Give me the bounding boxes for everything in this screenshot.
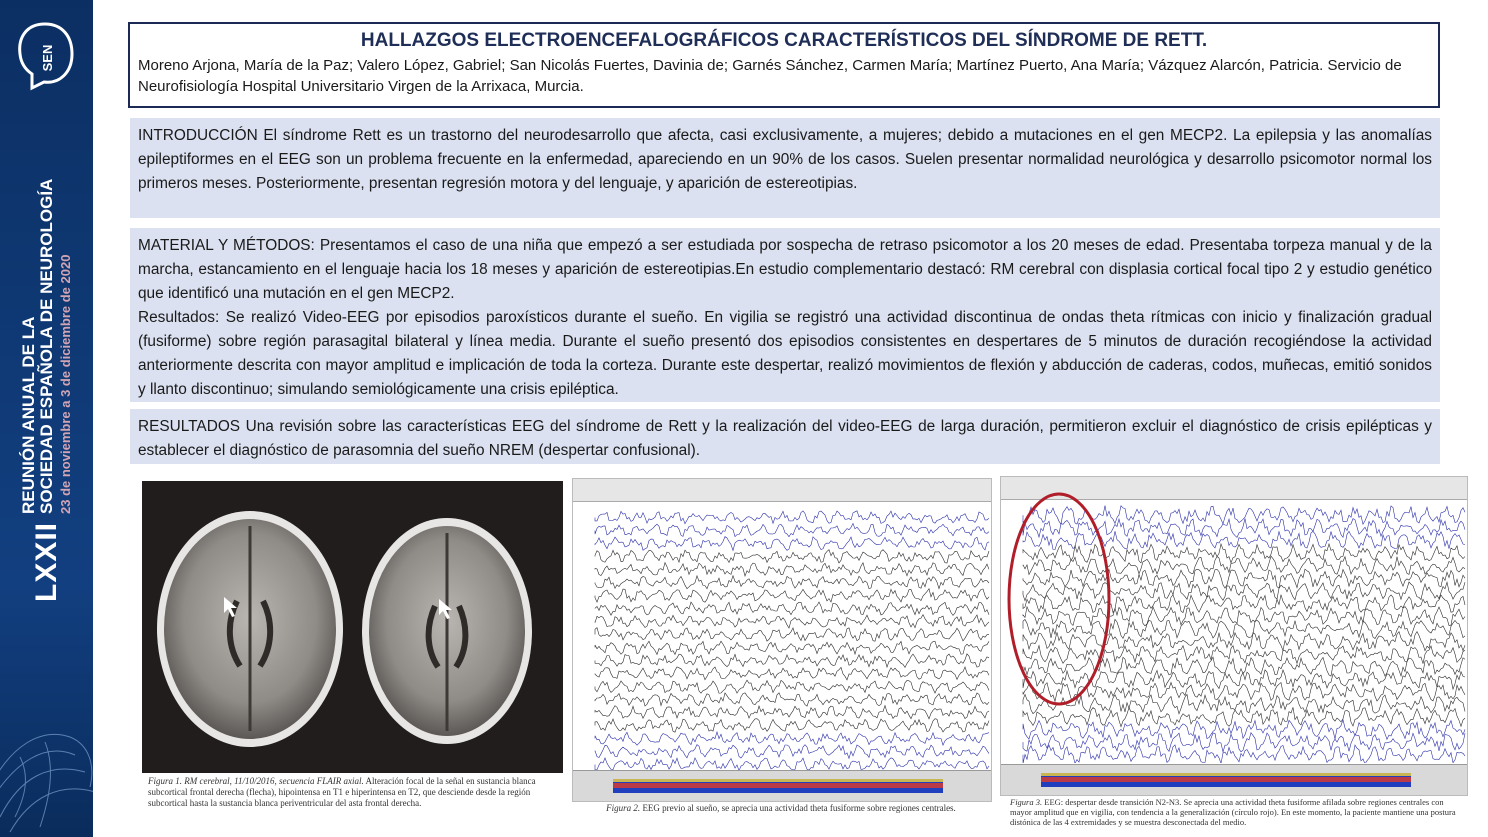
conference-edition: LXXII xyxy=(29,521,63,602)
eeg-channel-trace xyxy=(595,758,989,771)
figure1-caption-text: Alteración focal de la señal en sustancia blanca subcortical frontal derecha (flecha), hipointensa en T1 e hiperintensa en T2, que desciende desde la región subcortical hasta la sustancia blanca periventricular del asta frontal derecha. xyxy=(148,776,536,808)
figure3-caption-text: EEG: despertar desde transición N2-N3. Se aprecia una actividad theta fusiforme afilada sobre regiones centrales con mayor amplitud que en vigilia, con tendencia a la generalización (círculo rojo). En este momento, la paciente mantiene una postura distónica de las 4 extremidades y se muestra desconectada del medio. xyxy=(1010,797,1456,827)
poster-title: HALLAZGOS ELECTROENCEFALOGRÁFICOS CARACTERÍSTICOS DEL SÍNDROME DE RETT. xyxy=(360,30,1208,51)
methods-section xyxy=(130,228,1440,402)
eeg-channel-trace xyxy=(595,550,989,563)
figure2-caption-lead: Figura 2. xyxy=(606,803,641,813)
eeg-channel-trace xyxy=(595,745,989,759)
eeg-channel-trace xyxy=(595,511,989,524)
eeg-channel-trace xyxy=(595,706,989,719)
mri-figure xyxy=(142,481,563,773)
conference-title-vertical xyxy=(0,12,93,612)
eeg-figure-2 xyxy=(572,478,992,802)
eeg-channel-trace xyxy=(595,680,989,693)
conference-line2: SOCIEDAD ESPAÑOLA DE NEUROLOGÍA xyxy=(37,178,57,514)
conference-line1: REUNIÓN ANUAL DE LA xyxy=(19,316,39,514)
introduction-section: INTRODUCCIÓN El síndrome Rett es un trastorno del neurodesarrollo que afecta, casi exclusivamente, a mujeres; debido a mutaciones en el gen MECP2. La epilepsia y las anomalías epileptiformes en el EEG son un problema frecuente en la enfermedad, apareciendo en un 90% de los casos. Suelen presentar normalidad neurológica y desarrollo psicomotor normal los primeros meses. Posteriormente, presentan regresión motora y del lenguaje, y aparición de estereotipias. xyxy=(130,118,1440,218)
eeg-channel-trace xyxy=(595,641,989,654)
spectrogram-bar xyxy=(1041,773,1411,787)
figure1-caption xyxy=(148,776,560,809)
authors-affiliation: Moreno Arjona, María de la Paz; Valero López, Gabriel; San Nicolás Fuertes, Davinia de; Garnés Sánchez, Carmen María; Martínez Puerto, Ana María; Vázquez Alarcón, Patricia. Servicio de Neurofisiología Hospital Universitario Virgen de la Arrixaca, Murcia. xyxy=(138,57,1402,95)
eeg-channel-trace xyxy=(595,654,989,668)
eeg-channel-trace xyxy=(595,719,989,733)
conference-sidebar xyxy=(0,0,93,837)
eeg-channel-trace xyxy=(595,524,989,537)
svg-text:SEN: SEN xyxy=(40,44,55,72)
conference-dates: 23 de noviembre a 3 de diciembre de 2020 xyxy=(58,254,74,514)
eeg-channel-trace xyxy=(595,732,989,745)
eeg-statusbar xyxy=(1001,764,1467,795)
eeg-traces xyxy=(573,503,991,773)
results-paragraph: Resultados: Se realizó Video-EEG por episodios paroxísticos durante el sueño. En vigilia se registró una actividad discontinua de ondas theta rítmicas con inicio y finalización gradual (fusiforme) sobre región parasagital bilateral y línea media. Durante el sueño presentó dos episodios consistentes en despertares de 5 minutos de duración recogiéndose la actividad anteriormente descrita con mayor amplitud e implicación de toda la corteza. Durante este despertar, realizó movimientos de flexión y abducción de caderas, codos, muñecas, emitió sonidos y llanto discontinuo; simulando semiológicamente una crisis epiléptica. xyxy=(138,309,1432,398)
eeg-channel-trace xyxy=(595,615,989,628)
mri-image xyxy=(142,481,563,773)
figure3-caption xyxy=(1010,797,1460,827)
brain-decoration-icon xyxy=(0,637,93,837)
eeg-channel-trace xyxy=(595,576,989,589)
figure1-caption-lead: Figura 1. RM cerebral, 11/10/2016, secuencia FLAIR axial. xyxy=(148,776,364,786)
eeg-channel-trace xyxy=(595,667,989,680)
eeg-statusbar xyxy=(573,770,991,801)
eeg-channel-trace xyxy=(595,628,989,642)
results-section: RESULTADOS Una revisión sobre las características EEG del síndrome de Rett y la realización del video-EEG de larga duración, permitieron excluir el diagnóstico de crisis epilépticas y establecer el diagnóstico de parasomnia del sueño NREM (despertar confusional). xyxy=(130,409,1440,464)
eeg-channel-trace xyxy=(595,537,989,551)
eeg-figure-3 xyxy=(1000,476,1468,796)
eeg-channel-trace xyxy=(595,563,989,576)
figure2-caption-text: EEG previo al sueño, se aprecia una actividad theta fusiforme sobre regiones centrales. xyxy=(640,803,956,813)
eeg-toolbar xyxy=(573,479,991,502)
spectrogram-bar xyxy=(613,779,943,793)
figure3-caption-lead: Figura 3. xyxy=(1010,797,1043,807)
figure2-caption xyxy=(572,803,990,813)
methods-paragraph: MATERIAL Y MÉTODOS: Presentamos el caso de una niña que empezó a ser estudiada por sospecha de retraso psicomotor a los 20 meses de edad. Presentaba torpeza manual y de la marcha, estancamiento en el lenguaje hacia los 18 meses y aparición de estereotipias.En estudio complementario destacó: RM cerebral con displasia cortical focal tipo 2 y estudio genético que identificó una mutación en el gen MECP2. xyxy=(138,237,1432,302)
eeg-channel-trace xyxy=(595,589,989,603)
title-box xyxy=(128,22,1440,108)
eeg-channel-trace xyxy=(595,602,989,615)
eeg-channel-trace xyxy=(595,693,989,706)
red-circle-annotation xyxy=(1001,477,1467,795)
